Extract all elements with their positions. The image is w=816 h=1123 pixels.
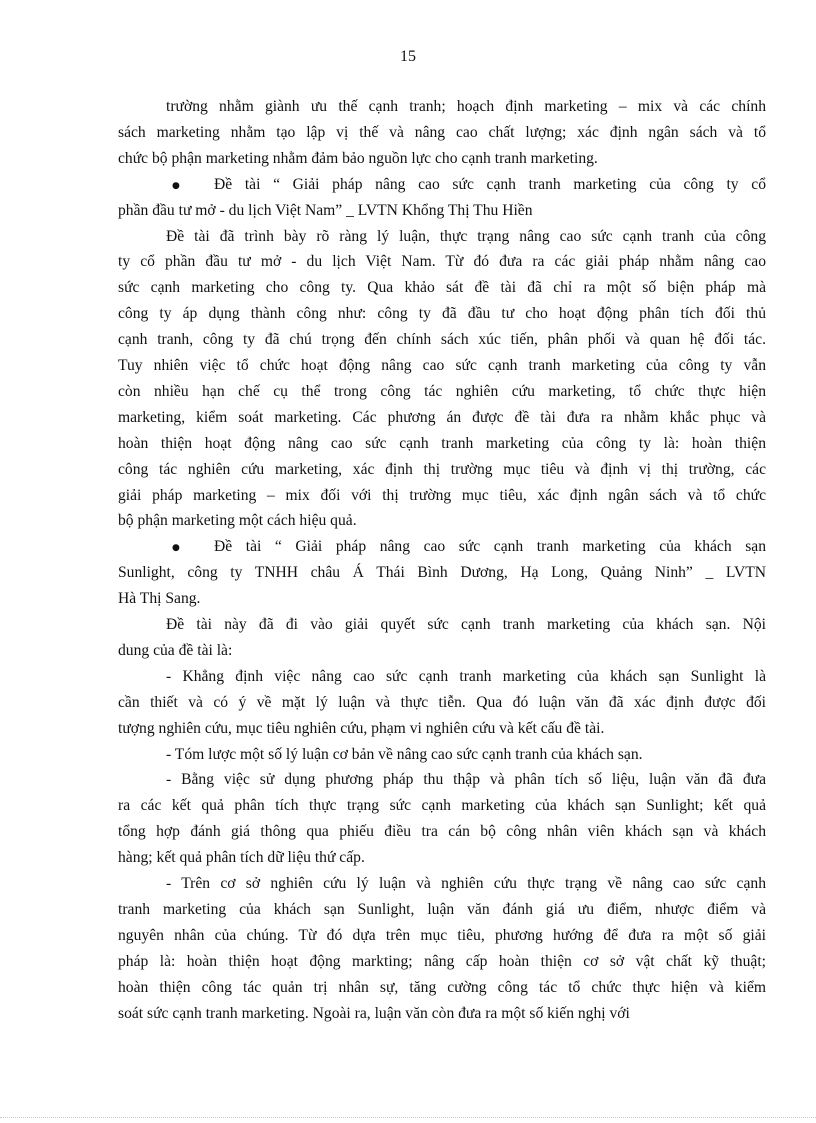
bullet-icon: ● [172, 180, 180, 191]
text-line: tranh marketing của khách sạn Sunlight, luận văn đánh giá ưu điểm, nhược điểm và [118, 900, 766, 918]
text-line: còn nhiều hạn chế cụ thể trong công tác nghiên cứu marketing, tổ chức thực hiện [118, 382, 766, 400]
text-line: marketing, kiểm soát marketing. Các phương án được đề tài đưa ra nhằm khắc phục và [118, 408, 766, 426]
text-line: giải pháp marketing – mix đối với thị trường mục tiêu, xác định ngân sách và tổ chức [118, 486, 766, 504]
text-line: phần đầu tư mở - du lịch Việt Nam” _ LVTN Khổng Thị Thu Hiền [118, 201, 533, 219]
text-line: Đề tài “ Giải pháp nâng cao sức cạnh tranh marketing của công ty cổ [214, 175, 766, 193]
text-line: tượng nghiên cứu, mục tiêu nghiên cứu, phạm vi nghiên cứu và kết cấu đề tài. [118, 719, 605, 737]
text-line: Đề tài đã trình bày rõ ràng lý luận, thực trạng nâng cao sức cạnh tranh của công [166, 227, 766, 245]
text-line: chức bộ phận marketing nhằm đảm bảo nguồn lực cho cạnh tranh marketing. [118, 149, 598, 167]
text-line: cần thiết và có ý về mặt lý luận và thực tiễn. Qua đó luận văn đã xác định được đối [118, 693, 766, 711]
text-line: - Khẳng định việc nâng cao sức cạnh tranh marketing của khách sạn Sunlight là [166, 667, 766, 685]
text-line: ty cổ phần đầu tư mở - du lịch Việt Nam. Từ đó đưa ra các giải pháp nhằm nâng cao [118, 253, 766, 271]
text-line: - Tóm lược một số lý luận cơ bản về nâng cao sức cạnh tranh của khách sạn. [166, 745, 643, 763]
text-line: ra các kết quả phân tích thực trạng sức cạnh marketing của khách sạn Sunlight; kết quả [118, 797, 766, 815]
text-line: trường nhằm giành ưu thế cạnh tranh; hoạch định marketing – mix và các chính [166, 98, 766, 115]
text-line: Hà Thị Sang. [118, 590, 201, 608]
page-number: 15 [400, 48, 416, 65]
text-line: hoàn thiện hoạt động nâng cao sức cạnh tranh marketing của công ty là: hoàn thiện [118, 434, 766, 452]
text-line: soát sức cạnh tranh marketing. Ngoài ra, luận văn còn đưa ra một số kiến nghị với [118, 1004, 630, 1022]
text-line: Đề tài “ Giải pháp nâng cao sức cạnh tranh marketing của khách sạn [214, 538, 766, 556]
bullet-icon: ● [172, 543, 180, 554]
text-line: tổng hợp đánh giá thông qua phiếu điều tra cán bộ công nhân viên khách sạn và khách [118, 823, 766, 841]
text-line: Tuy nhiên việc tổ chức hoạt động nâng cao sức cạnh tranh marketing của công ty vẫn [118, 357, 766, 374]
page-bottom-rule [0, 1117, 816, 1118]
text-line: công ty áp dụng thành công như: công ty đã đầu tư cho hoạt động phân tích đối thủ [118, 305, 766, 323]
text-line: cạnh tranh, công ty đã chú trọng đến chính sách xúc tiến, phân phối và quan hệ đối tác. [118, 331, 766, 349]
text-line: hàng; kết quả phân tích dữ liệu thứ cấp. [118, 849, 365, 867]
text-line: - Trên cơ sở nghiên cứu lý luận và nghiên cứu thực trạng về nâng cao sức cạnh [166, 875, 766, 892]
text-line: Sunlight, công ty TNHH châu Á Thái Bình Dương, Hạ Long, Quảng Ninh” _ LVTN [118, 564, 766, 582]
text-line: dung của đề tài là: [118, 641, 233, 659]
text-line: bộ phận marketing một cách hiệu quả. [118, 512, 357, 530]
text-line: nguyên nhân của chúng. Từ đó dựa trên mục tiêu, phương hướng để đưa ra một số giải [118, 926, 766, 944]
text-line: sức cạnh marketing cho công ty. Qua khảo sát đề tài đã chỉ ra một số biện pháp mà [118, 279, 766, 297]
text-line: Đề tài này đã đi vào giải quyết sức cạnh tranh marketing của khách sạn. Nội [166, 616, 766, 633]
text-line: - Bằng việc sử dụng phương pháp thu thập và phân tích số liệu, luận văn đã đưa [166, 771, 766, 789]
text-line: sách marketing nhằm tạo lập vị thế và nâng cao chất lượng; xác định ngân sách và tổ [118, 123, 766, 141]
text-line: pháp là: hoàn thiện hoạt động markting; nâng cấp hoàn thiện cơ sở vật chất kỹ thuật; [118, 952, 766, 970]
text-line: công tác nghiên cứu marketing, xác định thị trường mục tiêu và định vị thị trường, các [118, 460, 766, 478]
text-line: hoàn thiện công tác quản trị nhân sự, tăng cường công tác tổ chức thực hiện và kiểm [118, 978, 766, 996]
